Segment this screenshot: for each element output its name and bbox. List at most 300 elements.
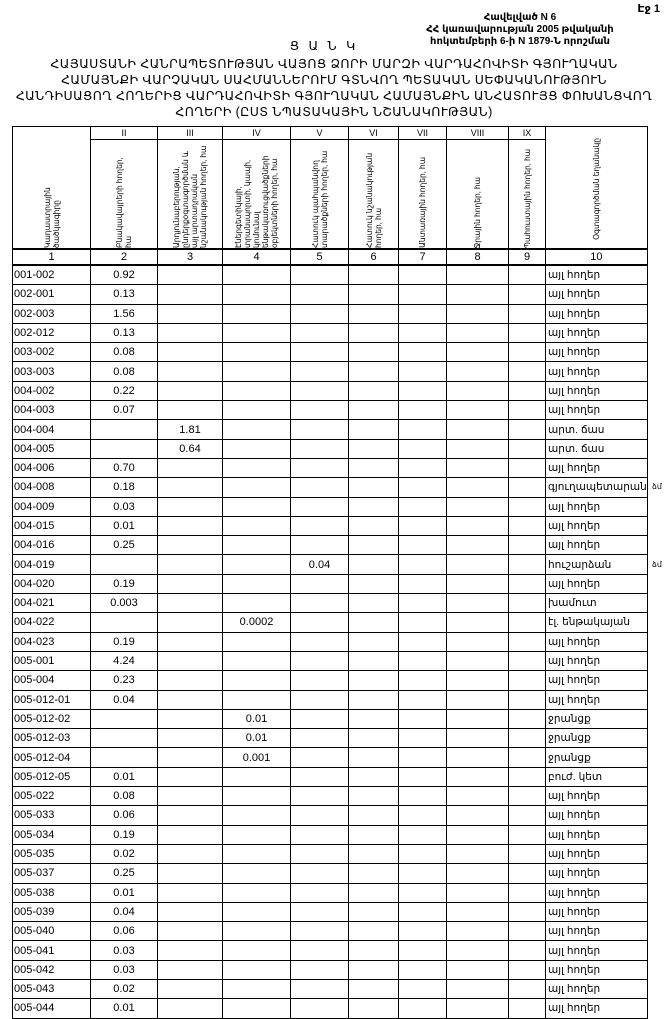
infrastructure-land-cell	[223, 825, 291, 844]
infrastructure-land-cell	[223, 883, 291, 902]
cadastral-code-cell: 004-020	[13, 574, 91, 593]
cadastral-code-cell: 005-001	[13, 651, 91, 670]
header-cadastral-code	[13, 127, 91, 250]
infrastructure-land-cell	[223, 362, 291, 381]
table-row	[13, 497, 648, 516]
title-line-1: ՀԱՅԱՍՏԱՆԻ ՀԱՆՐԱՊԵՏՈՒԹՅԱՆ ՎԱՅՈՑ ՁՈՐԻ ՄԱՐԶԻ ՎԱՐԴԱՀՈՎԻՏԻ ԳՅՈՒՂԱԿԱՆ	[50, 57, 618, 71]
usage-cell: այլ հողեր	[546, 285, 648, 304]
reserve-land-cell	[509, 748, 546, 767]
water-land-cell	[447, 381, 509, 400]
industrial-land-cell	[158, 922, 223, 941]
settlement-land-cell	[91, 748, 158, 767]
header-col-7	[399, 140, 447, 250]
settlement-land-cell: 0.25	[91, 864, 158, 883]
reserve-land-cell	[509, 960, 546, 979]
reserve-land-cell	[509, 671, 546, 690]
cadastral-code-cell: 005-040	[13, 922, 91, 941]
settlement-land-cell: 0.04	[91, 902, 158, 921]
water-land-cell	[447, 902, 509, 921]
table-row	[13, 265, 648, 285]
special-land-cell	[349, 420, 399, 439]
usage-cell: էլ. ենթակայան	[546, 613, 648, 632]
usage-cell: այլ հողեր	[546, 497, 648, 516]
reserve-land-cell	[509, 767, 546, 786]
infrastructure-land-cell	[223, 536, 291, 555]
protected-land-cell	[291, 594, 349, 613]
protected-land-cell	[291, 883, 349, 902]
cadastral-code-cell: 004-003	[13, 401, 91, 420]
settlement-land-cell: 0.19	[91, 825, 158, 844]
industrial-land-cell	[158, 458, 223, 477]
forest-land-cell	[399, 304, 447, 323]
reserve-land-cell	[509, 999, 546, 1018]
infrastructure-land-cell	[223, 632, 291, 651]
cadastral-code-cell: 005-012-02	[13, 709, 91, 728]
protected-land-cell	[291, 458, 349, 477]
title-heading: Ց Ա Ն Կ	[289, 39, 359, 53]
forest-land-cell	[399, 844, 447, 863]
usage-cell: այլ հողեր	[546, 401, 648, 420]
cadastral-code-cell: 002-003	[13, 304, 91, 323]
infrastructure-land-cell	[223, 439, 291, 458]
table-row	[13, 343, 648, 362]
settlement-land-cell	[91, 555, 158, 574]
settlement-land-cell: 0.19	[91, 632, 158, 651]
infrastructure-land-cell	[223, 671, 291, 690]
water-land-cell	[447, 883, 509, 902]
reserve-land-cell	[509, 806, 546, 825]
header-col-5	[291, 140, 349, 250]
land-table	[12, 126, 648, 1019]
special-land-cell	[349, 632, 399, 651]
special-land-cell	[349, 748, 399, 767]
industrial-land-cell	[158, 323, 223, 342]
protected-land-cell	[291, 574, 349, 593]
header-roman-4: IV	[223, 127, 291, 140]
special-land-cell	[349, 497, 399, 516]
usage-cell: այլ հողեր	[546, 941, 648, 960]
cadastral-code-cell: 005-033	[13, 806, 91, 825]
special-land-cell	[349, 458, 399, 477]
reserve-land-cell	[509, 690, 546, 709]
header-col-6	[349, 140, 399, 250]
forest-land-cell	[399, 864, 447, 883]
table-row	[13, 690, 648, 709]
protected-land-cell	[291, 844, 349, 863]
table-row	[13, 362, 648, 381]
infrastructure-land-cell	[223, 844, 291, 863]
infrastructure-land-cell: 0.01	[223, 729, 291, 748]
usage-cell: այլ հողեր	[546, 574, 648, 593]
column-number: 9	[509, 249, 546, 265]
table-row	[13, 922, 648, 941]
header-label: Արդյունաբերության, ընդերքօգտագործման և այլ արտադրական նշանակության հողեր, հա	[172, 145, 208, 248]
special-land-cell	[349, 304, 399, 323]
settlement-land-cell: 0.25	[91, 536, 158, 555]
forest-land-cell	[399, 362, 447, 381]
settlement-land-cell: 0.04	[91, 690, 158, 709]
margin-annotation: ձմ	[652, 482, 662, 492]
table-row	[13, 671, 648, 690]
usage-cell: այլ հողեր	[546, 979, 648, 998]
infrastructure-land-cell	[223, 458, 291, 477]
cadastral-code-cell: 005-012-01	[13, 690, 91, 709]
infrastructure-land-cell	[223, 401, 291, 420]
industrial-land-cell	[158, 902, 223, 921]
reserve-land-cell	[509, 343, 546, 362]
water-land-cell	[447, 671, 509, 690]
cadastral-code-cell: 005-038	[13, 883, 91, 902]
reserve-land-cell	[509, 439, 546, 458]
protected-land-cell	[291, 864, 349, 883]
table-row	[13, 574, 648, 593]
column-number: 3	[158, 249, 223, 265]
industrial-land-cell	[158, 767, 223, 786]
cadastral-code-cell: 004-005	[13, 439, 91, 458]
cadastral-code-cell: 005-012-03	[13, 729, 91, 748]
settlement-land-cell: 0.06	[91, 922, 158, 941]
forest-land-cell	[399, 594, 447, 613]
industrial-land-cell	[158, 825, 223, 844]
table-row	[13, 304, 648, 323]
header-label: Անտառային հողեր, հա	[418, 157, 427, 248]
table-row	[13, 439, 648, 458]
industrial-land-cell	[158, 632, 223, 651]
protected-land-cell	[291, 497, 349, 516]
usage-cell: այլ հողեր	[546, 343, 648, 362]
header-label: Բնակավայրերի հողեր, հա	[115, 157, 133, 248]
special-land-cell	[349, 979, 399, 998]
cadastral-code-cell: 005-041	[13, 941, 91, 960]
usage-cell: այլ հողեր	[546, 825, 648, 844]
reserve-land-cell	[509, 401, 546, 420]
water-land-cell	[447, 748, 509, 767]
reserve-land-cell	[509, 362, 546, 381]
reserve-land-cell	[509, 285, 546, 304]
table-row	[13, 536, 648, 555]
forest-land-cell	[399, 401, 447, 420]
special-land-cell	[349, 536, 399, 555]
forest-land-cell	[399, 613, 447, 632]
settlement-land-cell: 0.03	[91, 941, 158, 960]
industrial-land-cell	[158, 960, 223, 979]
usage-cell: արտ. ճաս	[546, 420, 648, 439]
header-label: Հատուկ նշանակության հողեր, հա	[364, 152, 383, 248]
protected-land-cell	[291, 304, 349, 323]
table-row	[13, 555, 648, 574]
usage-cell: այլ հողեր	[546, 536, 648, 555]
table-row	[13, 613, 648, 632]
special-land-cell	[349, 787, 399, 806]
settlement-land-cell: 0.003	[91, 594, 158, 613]
settlement-land-cell: 0.08	[91, 343, 158, 362]
forest-land-cell	[399, 806, 447, 825]
title-line-3: ՀԱՆԴԻՍԱՑՈՂ ՀՈՂԵՐԻՑ ՎԱՐԴԱՀՈՎԻՏԻ ԳՅՈՒՂԱԿԱՆ ՀԱՄԱՅՆՔԻՆ ԱՆՀԱՏՈՒՅՑ ՓՈԽԱՆՑՎՈՂ	[15, 89, 653, 103]
usage-cell: գյուղապետարան	[546, 478, 648, 497]
reserve-land-cell	[509, 902, 546, 921]
infrastructure-land-cell: 0.0002	[223, 613, 291, 632]
forest-land-cell	[399, 555, 447, 574]
industrial-land-cell	[158, 516, 223, 535]
infrastructure-land-cell	[223, 265, 291, 285]
forest-land-cell	[399, 420, 447, 439]
protected-land-cell	[291, 787, 349, 806]
usage-cell: այլ հողեր	[546, 844, 648, 863]
settlement-land-cell: 0.06	[91, 806, 158, 825]
water-land-cell	[447, 922, 509, 941]
reserve-land-cell	[509, 922, 546, 941]
cadastral-code-cell: 005-043	[13, 979, 91, 998]
usage-cell: այլ հողեր	[546, 458, 648, 477]
special-land-cell	[349, 690, 399, 709]
cadastral-code-cell: 002-001	[13, 285, 91, 304]
cadastral-code-cell: 005-037	[13, 864, 91, 883]
reserve-land-cell	[509, 574, 546, 593]
special-land-cell	[349, 574, 399, 593]
settlement-land-cell: 0.03	[91, 497, 158, 516]
reserve-land-cell	[509, 632, 546, 651]
special-land-cell	[349, 960, 399, 979]
forest-land-cell	[399, 497, 447, 516]
settlement-land-cell: 0.70	[91, 458, 158, 477]
settlement-land-cell: 0.22	[91, 381, 158, 400]
water-land-cell	[447, 285, 509, 304]
table-row	[13, 420, 648, 439]
cadastral-code-cell: 005-039	[13, 902, 91, 921]
reserve-land-cell	[509, 613, 546, 632]
cadastral-code-cell: 005-035	[13, 844, 91, 863]
water-land-cell	[447, 401, 509, 420]
industrial-land-cell	[158, 999, 223, 1018]
column-number: 10	[546, 249, 648, 265]
industrial-land-cell	[158, 806, 223, 825]
water-land-cell	[447, 458, 509, 477]
industrial-land-cell	[158, 478, 223, 497]
column-number: 5	[291, 249, 349, 265]
forest-land-cell	[399, 941, 447, 960]
industrial-land-cell	[158, 304, 223, 323]
water-land-cell	[447, 825, 509, 844]
header-label: Օգտագործման եղանակը	[591, 137, 601, 240]
reserve-land-cell	[509, 729, 546, 748]
header-roman-9: IX	[509, 127, 546, 140]
table-row	[13, 285, 648, 304]
protected-land-cell	[291, 960, 349, 979]
cadastral-code-cell: 004-006	[13, 458, 91, 477]
infrastructure-land-cell	[223, 323, 291, 342]
infrastructure-land-cell	[223, 381, 291, 400]
industrial-land-cell	[158, 709, 223, 728]
water-land-cell	[447, 574, 509, 593]
protected-land-cell	[291, 265, 349, 285]
industrial-land-cell	[158, 381, 223, 400]
usage-cell: այլ հողեր	[546, 960, 648, 979]
protected-land-cell	[291, 343, 349, 362]
header-label: Կադաստրային ծածկագիրը	[42, 187, 61, 248]
water-land-cell	[447, 690, 509, 709]
column-number: 7	[399, 249, 447, 265]
forest-land-cell	[399, 748, 447, 767]
usage-cell: այլ հողեր	[546, 999, 648, 1018]
forest-land-cell	[399, 458, 447, 477]
special-land-cell	[349, 922, 399, 941]
column-number: 6	[349, 249, 399, 265]
header-col-8	[447, 140, 509, 250]
forest-land-cell	[399, 478, 447, 497]
special-land-cell	[349, 844, 399, 863]
protected-land-cell	[291, 941, 349, 960]
special-land-cell	[349, 594, 399, 613]
cadastral-code-cell: 004-023	[13, 632, 91, 651]
settlement-land-cell: 4.24	[91, 651, 158, 670]
header-col-2	[91, 140, 158, 250]
industrial-land-cell	[158, 979, 223, 998]
table-row	[13, 844, 648, 863]
forest-land-cell	[399, 902, 447, 921]
special-land-cell	[349, 516, 399, 535]
forest-land-cell	[399, 574, 447, 593]
table-row	[13, 516, 648, 535]
special-land-cell	[349, 671, 399, 690]
reserve-land-cell	[509, 478, 546, 497]
water-land-cell	[447, 439, 509, 458]
usage-cell: այլ հողեր	[546, 265, 648, 285]
protected-land-cell	[291, 285, 349, 304]
industrial-land-cell	[158, 555, 223, 574]
settlement-land-cell: 1.56	[91, 304, 158, 323]
infrastructure-land-cell	[223, 420, 291, 439]
protected-land-cell	[291, 439, 349, 458]
cadastral-code-cell: 005-022	[13, 787, 91, 806]
settlement-land-cell: 0.23	[91, 671, 158, 690]
protected-land-cell	[291, 806, 349, 825]
settlement-land-cell: 0.01	[91, 767, 158, 786]
settlement-land-cell: 0.08	[91, 362, 158, 381]
reserve-land-cell	[509, 787, 546, 806]
forest-land-cell	[399, 536, 447, 555]
usage-cell: բուժ. կետ	[546, 767, 648, 786]
page-number: Էջ 1	[637, 3, 660, 15]
forest-land-cell	[399, 343, 447, 362]
table-row	[13, 478, 648, 497]
protected-land-cell	[291, 536, 349, 555]
protected-land-cell	[291, 922, 349, 941]
forest-land-cell	[399, 922, 447, 941]
usage-cell: այլ հողեր	[546, 381, 648, 400]
table-row	[13, 806, 648, 825]
cadastral-code-cell: 005-044	[13, 999, 91, 1018]
settlement-land-cell	[91, 613, 158, 632]
settlement-land-cell: 0.08	[91, 787, 158, 806]
cadastral-code-cell: 004-021	[13, 594, 91, 613]
protected-land-cell	[291, 362, 349, 381]
settlement-land-cell: 0.18	[91, 478, 158, 497]
infrastructure-land-cell	[223, 864, 291, 883]
header-roman-6: VI	[349, 127, 399, 140]
cadastral-code-cell: 002-012	[13, 323, 91, 342]
title-line-4: ՀՈՂԵՐԻ (ԸՍՏ ՆՊԱՏԱԿԱՅԻՆ ՆՇԱՆԱԿՈՒԹՅԱՆ)	[175, 105, 493, 119]
usage-cell: խամուտ	[546, 594, 648, 613]
header-col-3	[158, 140, 223, 250]
special-land-cell	[349, 323, 399, 342]
infrastructure-land-cell	[223, 999, 291, 1018]
protected-land-cell	[291, 671, 349, 690]
forest-land-cell	[399, 632, 447, 651]
cadastral-code-cell: 004-019	[13, 555, 91, 574]
table-row	[13, 709, 648, 728]
usage-cell: արտ. ճաս	[546, 439, 648, 458]
table-row	[13, 748, 648, 767]
protected-land-cell	[291, 767, 349, 786]
special-land-cell	[349, 478, 399, 497]
cadastral-code-cell: 005-034	[13, 825, 91, 844]
water-land-cell	[447, 323, 509, 342]
protected-land-cell	[291, 632, 349, 651]
usage-cell: այլ հողեր	[546, 787, 648, 806]
protected-land-cell	[291, 651, 349, 670]
protected-land-cell	[291, 401, 349, 420]
special-land-cell	[349, 651, 399, 670]
water-land-cell	[447, 979, 509, 998]
infrastructure-land-cell	[223, 922, 291, 941]
industrial-land-cell	[158, 671, 223, 690]
settlement-land-cell	[91, 420, 158, 439]
settlement-land-cell: 0.02	[91, 979, 158, 998]
column-number: 8	[447, 249, 509, 265]
forest-land-cell	[399, 825, 447, 844]
forest-land-cell	[399, 999, 447, 1018]
cadastral-code-cell: 004-015	[13, 516, 91, 535]
reserve-land-cell	[509, 323, 546, 342]
forest-land-cell	[399, 883, 447, 902]
usage-cell: այլ հողեր	[546, 864, 648, 883]
forest-land-cell	[399, 787, 447, 806]
margin-annotation: ձմ	[652, 559, 662, 569]
usage-cell: այլ հողեր	[546, 806, 648, 825]
forest-land-cell	[399, 767, 447, 786]
usage-cell: այլ հողեր	[546, 362, 648, 381]
reserve-land-cell	[509, 497, 546, 516]
settlement-land-cell: 0.07	[91, 401, 158, 420]
decree-line-2: ՀՀ կառավարության 2005 թվականի	[426, 24, 614, 35]
column-number: 4	[223, 249, 291, 265]
forest-land-cell	[399, 729, 447, 748]
cadastral-code-cell: 004-009	[13, 497, 91, 516]
cadastral-code-cell: 005-042	[13, 960, 91, 979]
protected-land-cell	[291, 825, 349, 844]
table-row	[13, 999, 648, 1018]
special-land-cell	[349, 285, 399, 304]
special-land-cell	[349, 343, 399, 362]
water-land-cell	[447, 844, 509, 863]
special-land-cell	[349, 439, 399, 458]
water-land-cell	[447, 999, 509, 1018]
protected-land-cell	[291, 979, 349, 998]
decree-line-3: հոկտեմբերի 6-ի N 1879-Ն որոշման	[430, 36, 610, 47]
cadastral-code-cell: 004-002	[13, 381, 91, 400]
industrial-land-cell: 0.64	[158, 439, 223, 458]
column-number-row	[13, 249, 648, 265]
protected-land-cell	[291, 902, 349, 921]
reserve-land-cell	[509, 304, 546, 323]
table-row	[13, 941, 648, 960]
table-row	[13, 729, 648, 748]
forest-land-cell	[399, 265, 447, 285]
special-land-cell	[349, 709, 399, 728]
special-land-cell	[349, 729, 399, 748]
cadastral-code-cell: 005-004	[13, 671, 91, 690]
water-land-cell	[447, 613, 509, 632]
